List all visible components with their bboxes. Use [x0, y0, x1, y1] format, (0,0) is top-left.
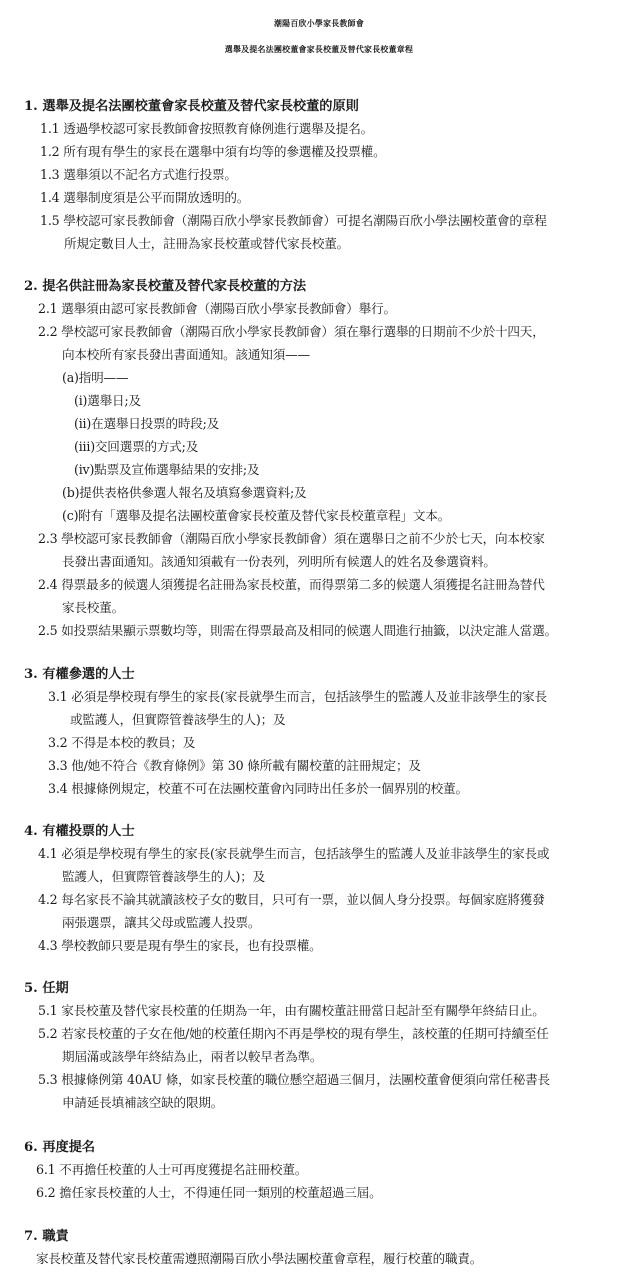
clause-2-1: 2.1 選舉須由認可家長教師會（潮陽百欣小學家長教師會）舉行。: [38, 301, 396, 316]
section-1-heading: 1. 選舉及提名法團校董會家長校董及替代家長校董的原則: [24, 99, 359, 114]
section-4-heading: 4. 有權投票的人士: [24, 824, 135, 839]
clause-1-2: 1.2 所有現有學生的家長在選舉中須有均等的參選權及投票權。: [40, 144, 386, 159]
document-title: 潮陽百欣小學家長教師會: [273, 19, 365, 28]
clause-3-2: 3.2 不得是本校的教員；及: [48, 735, 196, 750]
clause-4-3: 4.3 學校教師只要是現有學生的家長，也有投票權。: [38, 938, 322, 953]
clause-2-2-c: (c)附有「選舉及提名法團校董會家長校董及替代家長校董章程」文本。: [62, 508, 451, 523]
section-7-heading: 7. 職責: [24, 1229, 69, 1244]
clause-5-2-cont: 期屆滿或該學年終結為止，兩者以較早者為準。: [62, 1049, 323, 1064]
clause-6-2: 6.2 擔任家長校董的人士，不得連任同一類別的校董超過三屆。: [36, 1185, 382, 1200]
clause-2-2-b: (b)提供表格供參選人報名及填寫參選資料;及: [62, 485, 307, 500]
clause-1-5-cont: 所規定數目人士，註冊為家長校董或替代家長校董。: [64, 236, 350, 251]
clause-1-1: 1.1 透過學校認可家長教師會按照教育條例進行選舉及提名。: [40, 121, 374, 136]
clause-3-1-cont: 或監護人，但實際管養該學生的人)；及: [70, 712, 286, 727]
clause-2-2-a: (a)指明——: [62, 370, 129, 385]
clause-2-4-cont: 家長校董。: [62, 600, 124, 615]
section-2-heading: 2. 提名供註冊為家長校董及替代家長校董的方法: [24, 279, 307, 294]
clause-1-3: 1.3 選舉須以不記名方式進行投票。: [40, 167, 237, 182]
clause-5-2: 5.2 若家長校董的子女在他/她的校董任期內不再是學校的現有學生，該校董的任期可持續至任: [38, 1026, 549, 1041]
clause-2-2-a-ii: (ii)在選舉日投票的時段;及: [74, 416, 220, 431]
clause-4-2: 4.2 每名家長不論其就讀該校子女的數目，只可有一票，並以個人身分投票。每個家庭將獲發: [38, 892, 545, 907]
clause-2-4: 2.4 得票最多的候選人須獲提名註冊為家長校董，而得票第二多的候選人須獲提名註冊為替代: [38, 577, 545, 592]
clause-4-2-cont: 兩張選票，讓其父母或監護人投票。: [62, 915, 261, 930]
clause-2-2-cont: 向本校所有家長發出書面通知。該通知須——: [62, 347, 310, 362]
section-5-heading: 5. 任期: [24, 981, 69, 996]
clause-2-3: 2.3 學校認可家長教師會（潮陽百欣小學家長教師會）須在選舉日之前不少於七天，向本校家: [38, 531, 545, 546]
clause-2-2: 2.2 學校認可家長教師會（潮陽百欣小學家長教師會）須在舉行選舉的日期前不少於十四天，: [38, 324, 545, 339]
clause-2-2-a-iii: (iii)交回選票的方式;及: [74, 439, 199, 454]
clause-1-5: 1.5 學校認可家長教師會（潮陽百欣小學家長教師會）可提名潮陽百欣小學法團校董會的章程: [40, 213, 547, 228]
clause-4-1: 4.1 必須是學校現有學生的家長(家長就學生而言，包括該學生的監護人及並非該學生的家長或: [38, 846, 550, 861]
document-subtitle: 選舉及提名法團校董會家長校董及替代家長校董章程: [224, 45, 414, 54]
clause-2-2-a-iv: (iv)點票及宣佈選舉結果的安排;及: [74, 462, 260, 477]
section-3-heading: 3. 有權參選的人士: [24, 667, 135, 682]
clause-3-4: 3.4 根據條例規定，校董不可在法團校董會內同時出任多於一個界別的校董。: [48, 781, 468, 796]
clause-2-5: 2.5 如投票結果顯示票數均等，則需在得票最高及相同的候選人間進行抽籤，以決定誰人當選。: [38, 623, 557, 638]
clause-1-4: 1.4 選舉制度須是公平而開放透明的。: [40, 190, 250, 205]
clause-5-3: 5.3 根據條例第 40AU 條，如家長校董的職位懸空超過三個月，法團校董會便須向常任秘書長: [38, 1072, 550, 1087]
clause-4-1-cont: 監護人，但實際管養該學生的人)；及: [62, 869, 266, 884]
clause-2-2-a-i: (i)選舉日;及: [74, 393, 141, 408]
clause-3-3: 3.3 他/她不符合《教育條例》第 30 條所載有關校董的註冊規定；及: [48, 758, 421, 773]
clause-5-1: 5.1 家長校董及替代家長校董的任期為一年，由有關校董註冊當日起計至有關學年終結日止。: [38, 1003, 545, 1018]
section-6-heading: 6. 再度提名: [24, 1140, 96, 1155]
clause-2-3-cont: 長發出書面通知。該通知須載有一份表列，列明所有候選人的姓名及參選資料。: [62, 554, 496, 569]
clause-5-3-cont: 申請延長填補該空缺的限期。: [62, 1095, 224, 1110]
clause-3-1: 3.1 必須是學校現有學生的家長(家長就學生而言，包括該學生的監護人及並非該學生的家長: [48, 689, 547, 704]
clause-6-1: 6.1 不再擔任校董的人士可再度獲提名註冊校董。: [36, 1162, 308, 1177]
clause-7-body: 家長校董及替代家長校董需遵照潮陽百欣小學法團校董會章程，履行校董的職責。: [36, 1251, 483, 1266]
